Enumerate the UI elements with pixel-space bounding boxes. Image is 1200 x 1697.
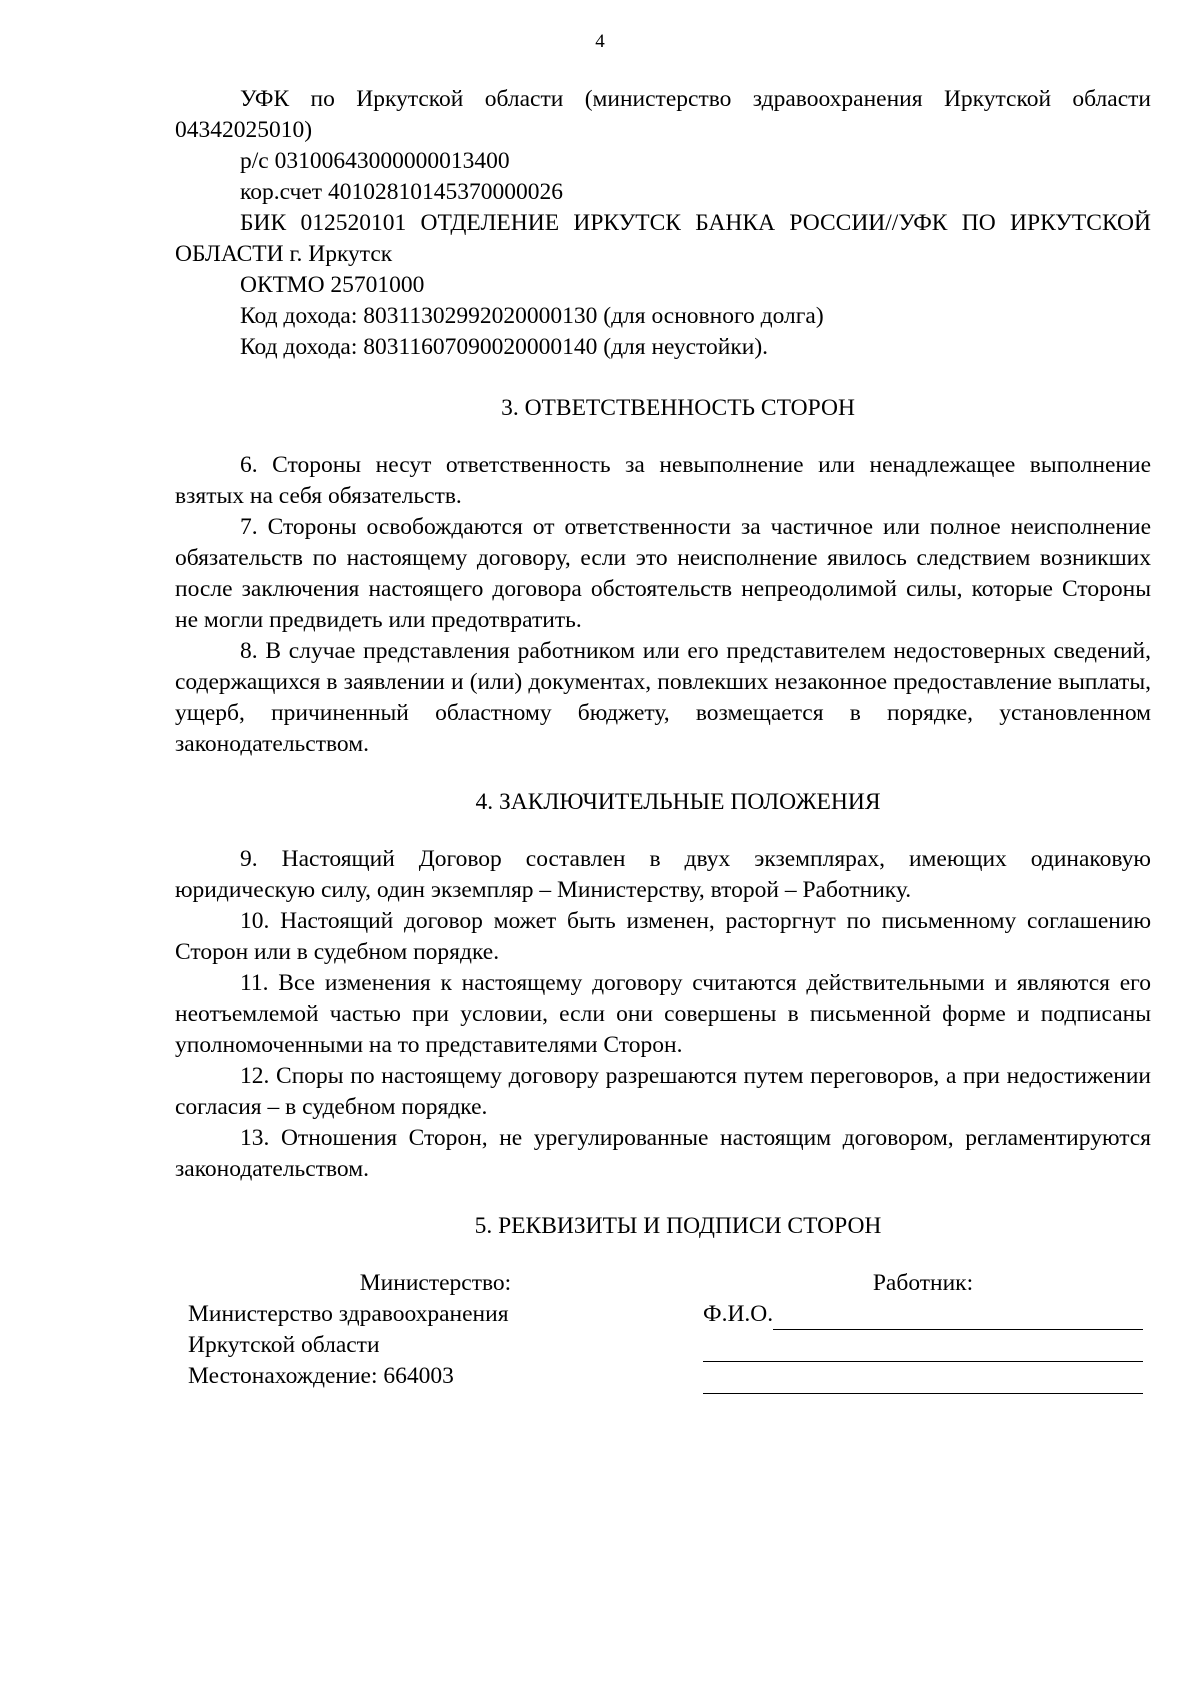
- page-number: 4: [595, 31, 605, 52]
- recipient-line: УФК по Иркутской области (министерство здравоохранения Иркутской области 04342025010): [175, 86, 1151, 143]
- clause-6: 6. Стороны несут ответственность за невыполнение или ненадлежащее выполнение взятых на себя обязательств.: [175, 452, 1151, 509]
- ministry-name-line-2: Иркутской области: [188, 1332, 380, 1358]
- section-5-title: 5. РЕКВИЗИТЫ И ПОДПИСИ СТОРОН: [474, 1213, 882, 1239]
- document-body: [175, 84, 1151, 1394]
- worker-heading: Работник:: [872, 1270, 974, 1296]
- section-3-title: 3. ОТВЕТСТВЕННОСТЬ СТОРОН: [501, 395, 855, 421]
- ministry-address: Местонахождение: 664003: [188, 1363, 454, 1389]
- blank-line-2: [703, 1335, 1143, 1362]
- bik-line: БИК 012520101 ОТДЕЛЕНИЕ ИРКУТСК БАНКА РОССИИ//УФК ПО ИРКУТСКОЙ ОБЛАСТИ г. Иркутск: [175, 210, 1151, 267]
- clause-12: 12. Споры по настоящему договору разрешаются путем переговоров, а при недостижении согласия – в судебном порядке.: [175, 1063, 1151, 1120]
- fio-label: Ф.И.О.: [703, 1301, 774, 1327]
- bank-details: [175, 84, 1151, 363]
- ministry-heading: Министерство:: [359, 1270, 512, 1296]
- clause-9: 9. Настоящий Договор составлен в двух экземплярах, имеющих одинаковую юридическую силу, один экземпляр – Министерству, второй – Работнику.: [175, 846, 1151, 903]
- corr-account-line: кор.счет 40102810145370000026: [240, 179, 563, 205]
- section-4-title: 4. ЗАКЛЮЧИТЕЛЬНЫЕ ПОЛОЖЕНИЯ: [475, 789, 881, 815]
- signature-block: [175, 1268, 1151, 1394]
- clause-8: 8. В случае представления работником или его представителем недостоверных сведений, содержащихся в заявлении и (или) документах, повлекших незаконное предоставление выплаты, ущерб, причиненный областному бюджету, возмещается в порядке, установленном законодательством.: [175, 638, 1151, 757]
- fio-row: [703, 1299, 1143, 1330]
- clause-11: 11. Все изменения к настоящему договору считаются действительными и являются его неотъемлемой частью при условии, если они совершены в письменной форме и подписаны уполномоченными на то представителями Сторон.: [175, 970, 1151, 1058]
- oktmo-line: ОКТМО 25701000: [240, 272, 425, 298]
- section-3-body: [175, 450, 1151, 760]
- clause-10: 10. Настоящий договор может быть изменен, расторгнут по письменному соглашению Сторон или в судебном порядке.: [175, 908, 1151, 965]
- blank-line-3: [703, 1367, 1143, 1394]
- ministry-column: [175, 1268, 638, 1394]
- income-code-main: Код дохода: 80311302992020000130 (для основного долга): [240, 303, 824, 329]
- section-4-body: [175, 844, 1151, 1185]
- clause-7: 7. Стороны освобождаются от ответственности за частичное или полное неисполнение обязательств по настоящему договору, если это неисполнение явилось следствием возникших после заключения настоящего договора обстоятельств непреодолимой силы, которые Стороны не могли предвидеть или предотвратить.: [175, 514, 1151, 633]
- income-code-penalty: Код дохода: 80311607090020000140 (для неустойки).: [240, 334, 769, 360]
- account-line: р/с 03100643000000013400: [240, 148, 510, 174]
- fio-blank-line: [773, 1306, 1143, 1330]
- clause-13: 13. Отношения Сторон, не урегулированные настоящим договором, регламентируются законодательством.: [175, 1125, 1151, 1182]
- worker-column: [703, 1268, 1151, 1394]
- ministry-name-line-1: Министерство здравоохранения: [188, 1301, 509, 1327]
